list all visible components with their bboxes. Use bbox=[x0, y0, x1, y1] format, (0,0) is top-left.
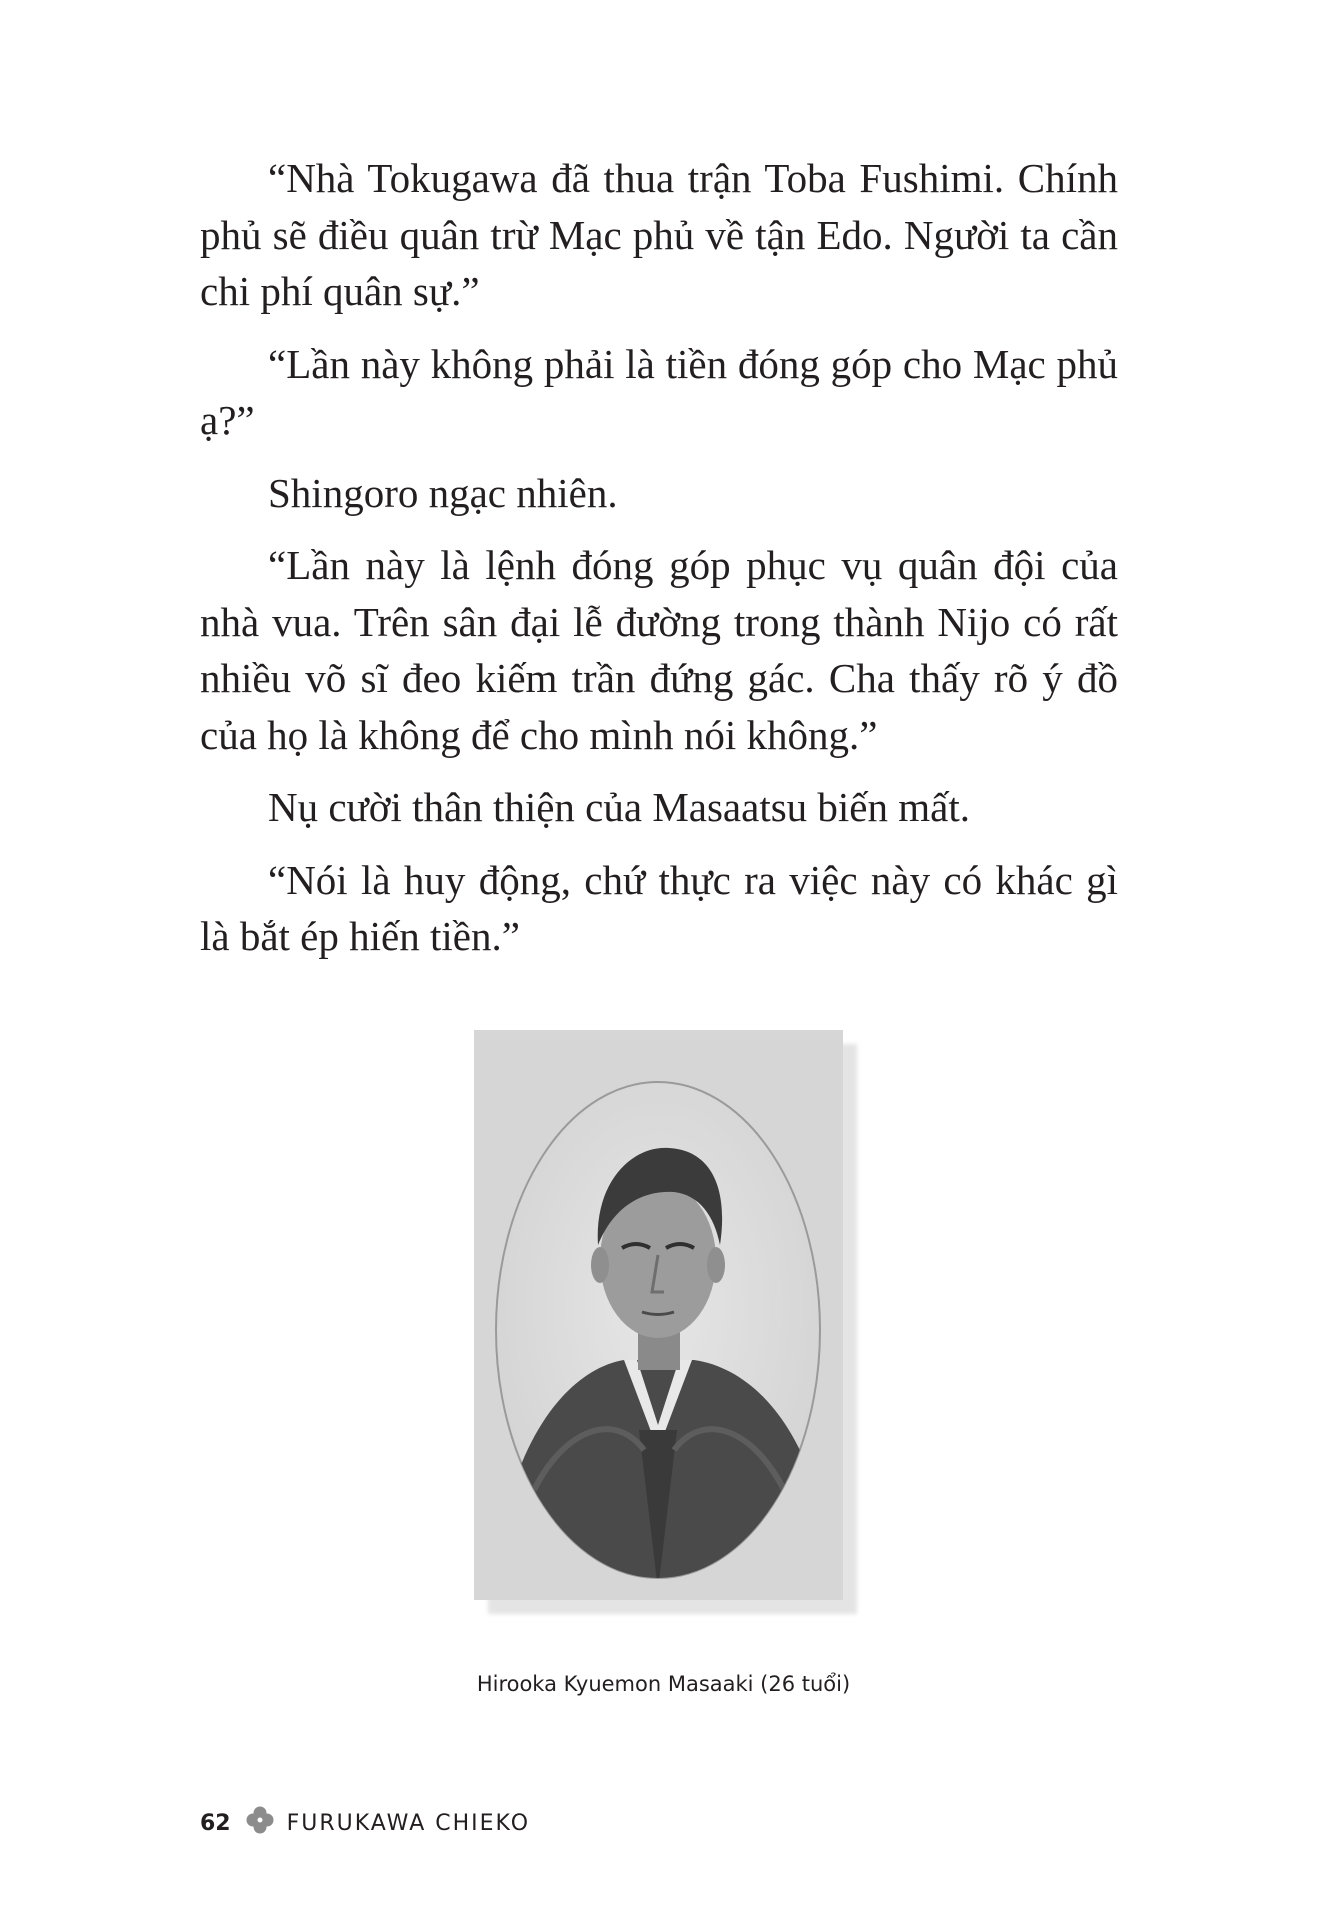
paragraph-3: Shingoro ngạc nhiên. bbox=[268, 469, 618, 516]
paragraph-6: “Nói là huy động, chứ thực ra việc này có khác gì là bắt ép hiến tiền.” bbox=[200, 856, 1118, 959]
paragraph-1: “Nhà Tokugawa đã thua trận Toba Fushimi. Chính phủ sẽ điều quân trừ Mạc phủ về tận Edo. Người ta cần chi phí quân sự.” bbox=[200, 155, 1118, 314]
portrait-photo bbox=[474, 1030, 843, 1600]
portrait-illustration bbox=[474, 1030, 843, 1600]
body-text bbox=[200, 150, 1118, 981]
portrait-figure bbox=[474, 1030, 843, 1600]
page-number: 62 bbox=[200, 1810, 231, 1836]
paragraph-4: “Lần này là lệnh đóng góp phục vụ quân đội của nhà vua. Trên sân đại lễ đường trong thành Nijo có rất nhiều võ sĩ đeo kiếm trần đứng gác. Cha thấy rõ ý đồ của họ là không để cho mình nói không.” bbox=[200, 542, 1118, 758]
clover-icon bbox=[245, 1805, 275, 1841]
page-footer bbox=[200, 1805, 530, 1841]
figure-caption: Hirooka Kyuemon Masaaki (26 tuổi) bbox=[476, 1672, 851, 1696]
paragraph-2: “Lần này không phải là tiền đóng góp cho Mạc phủ ạ?” bbox=[200, 340, 1118, 443]
paragraph-5: Nụ cười thân thiện của Masaatsu biến mất. bbox=[268, 784, 970, 830]
author-name: FURUKAWA CHIEKO bbox=[286, 1810, 531, 1836]
